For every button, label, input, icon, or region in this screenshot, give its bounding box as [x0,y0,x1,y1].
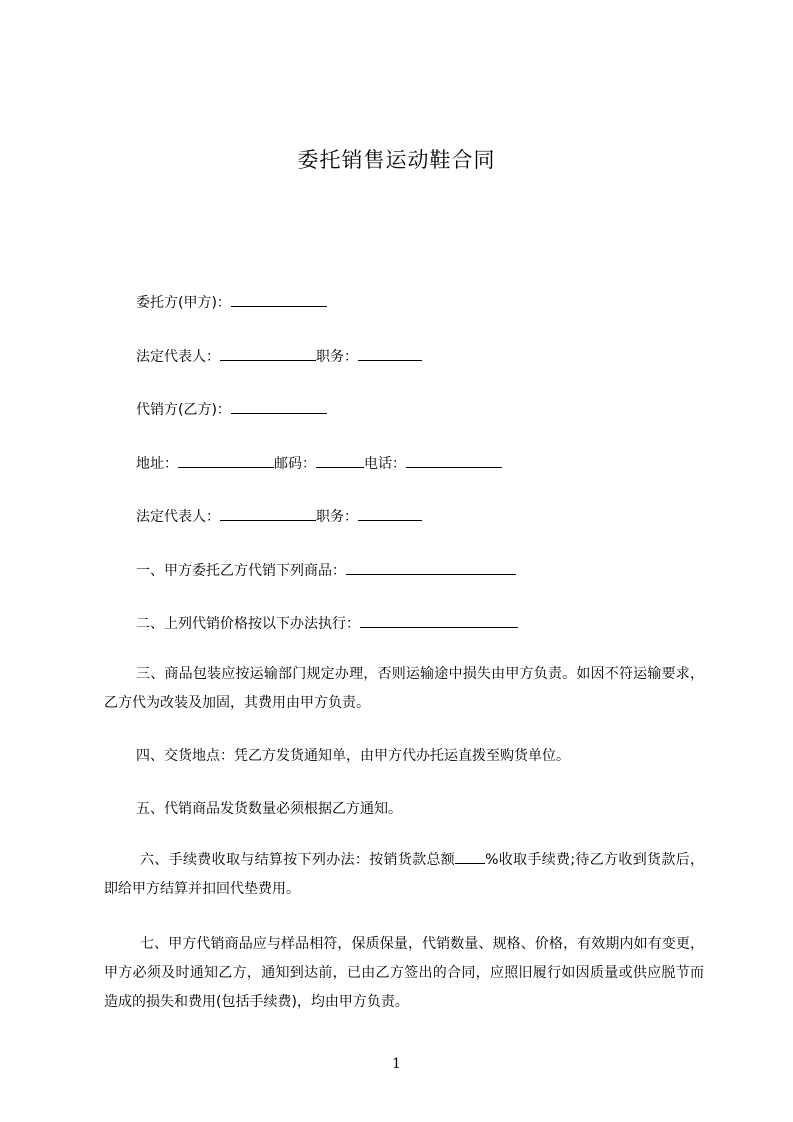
legal-rep-blank-2[interactable] [220,506,316,521]
phone-label: 电话： [364,456,406,472]
position-blank-2[interactable] [358,506,422,521]
clause-6 [104,846,704,904]
clause-1 [136,560,516,580]
phone-blank[interactable] [406,453,502,468]
clause-6-text-a: 六、手续费收取与结算按下列办法：按销货款总额 [140,852,456,868]
clause-7-text: 七、甲方代销商品应与样品相符，保质保量，代销数量、规格、价格，有效期内如有变更，甲方必须及时通知乙方，通知到达前，已由乙方签出的合同，应照旧履行如因质量或供应脱节而造成的损失和费用(包括手续费)，均由甲方负责。 [104,936,704,1010]
address-blank[interactable] [178,453,274,468]
address-label: 地址： [136,456,178,472]
clause-7 [104,930,704,1017]
page-number: 1 [392,1056,401,1072]
clause-2-text: 二、上列代销价格按以下办法执行： [136,616,360,632]
document-title: 委托销售运动鞋合同 [297,148,496,172]
clause-4-text: 四、交货地点：凭乙方发货通知单，由甲方代办托运直拨至购货单位。 [136,748,570,764]
position-label-1: 职务： [316,349,358,365]
legal-rep-blank-1[interactable] [220,346,316,361]
clause-6-blank[interactable] [455,849,485,864]
position-label-2: 职务： [316,509,358,525]
clause-4 [136,745,570,765]
consignor-blank[interactable] [231,292,327,307]
agent-blank[interactable] [231,399,327,414]
clause-3 [104,660,704,718]
address-line [136,453,502,473]
consignor-line [136,292,327,312]
agent-line [136,399,327,419]
position-blank-1[interactable] [358,346,422,361]
postcode-label: 邮码： [274,456,316,472]
legal-rep-line-2 [136,506,422,526]
consignor-label: 委托方(甲方)： [136,295,231,311]
clause-1-text: 一、甲方委托乙方代销下列商品： [136,563,346,579]
clause-6-text-b: %收取手续费;待乙方收到货款后，即给甲方结算并扣回代垫费用。 [104,852,704,897]
clause-1-blank[interactable] [346,560,516,575]
clause-5 [136,798,402,818]
legal-rep-line-1 [136,346,422,366]
clause-2-blank[interactable] [360,613,518,628]
legal-rep-label-2: 法定代表人： [136,509,220,525]
clause-5-text: 五、代销商品发货数量必须根据乙方通知。 [136,801,402,817]
clause-3-text: 三、商品包装应按运输部门规定办理，否则运输途中损失由甲方负责。如因不符运输要求，乙方代为改装及加固，其费用由甲方负责。 [104,666,704,711]
clause-2 [136,613,518,633]
agent-label: 代销方(乙方)： [136,402,231,418]
legal-rep-label-1: 法定代表人： [136,349,220,365]
postcode-blank[interactable] [316,453,364,468]
